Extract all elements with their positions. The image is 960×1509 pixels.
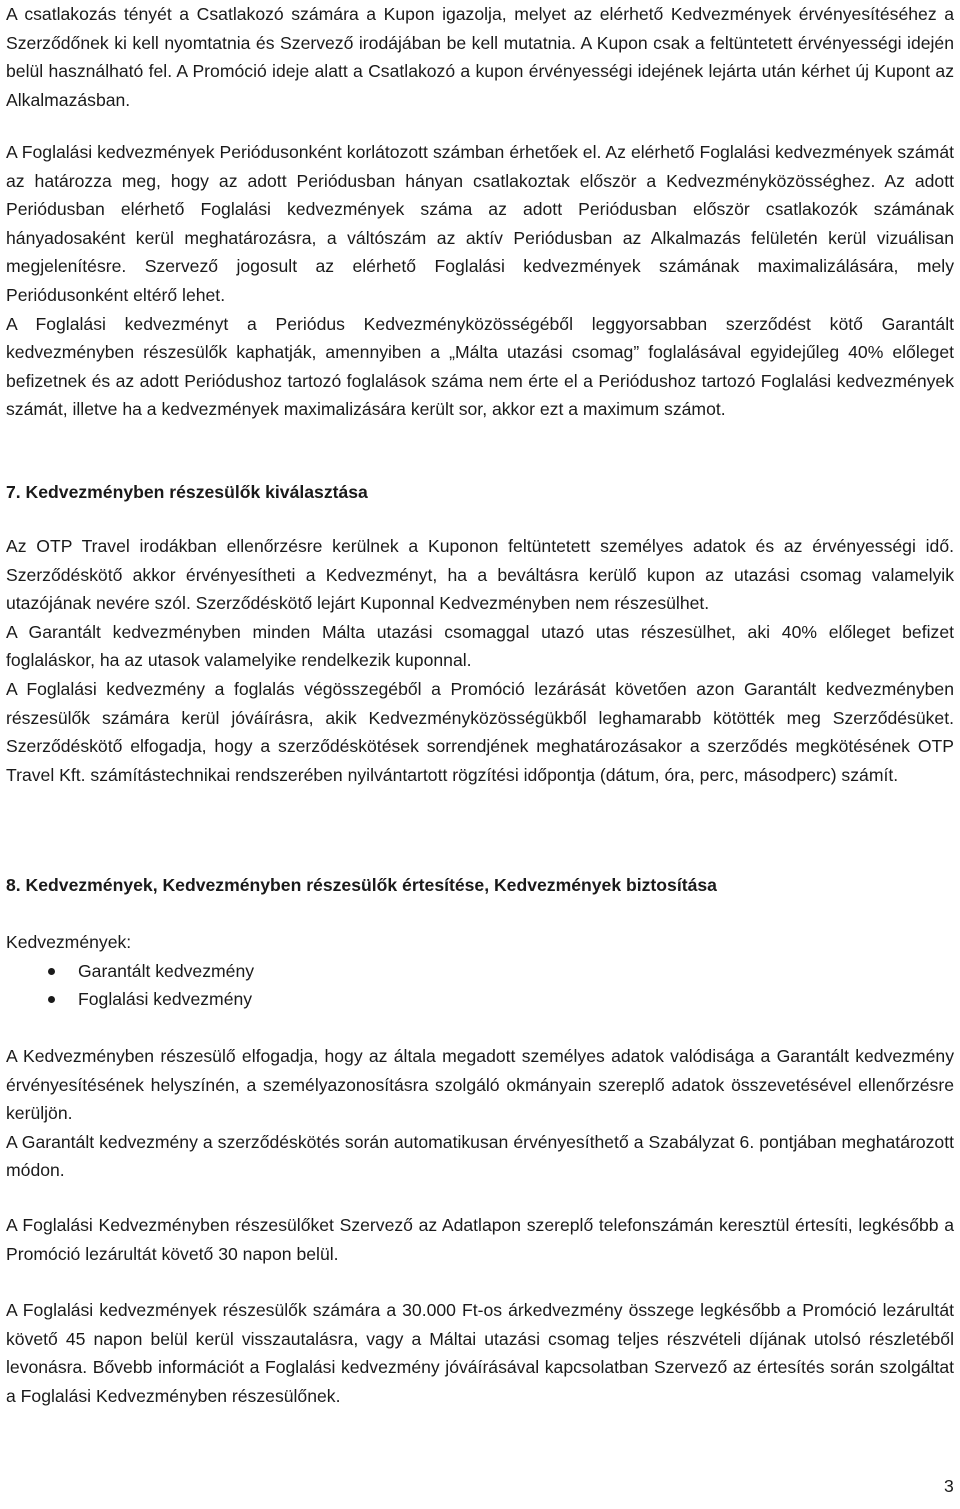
list-title: Kedvezmények: xyxy=(6,932,132,952)
list-item xyxy=(6,985,906,1014)
bullet-icon xyxy=(48,968,55,975)
paragraph-text: A Garantált kedvezményben minden Málta utazási csomaggal utazó utas részesülhet, aki 40% előleget befizet foglaláskor, ha az utasok valamelyike rendelkezik kuponnal. xyxy=(6,621,954,671)
paragraph-text: A Garantált kedvezmény a szerződéskötés során automatikusan érvényesíthető a Szabályzat 6. pontjában meghatározott módon. xyxy=(6,1131,954,1181)
paragraph-refund xyxy=(6,1296,954,1410)
paragraph-booking-discounts xyxy=(6,138,954,424)
bullet-icon xyxy=(48,996,55,1003)
section-8-body xyxy=(6,1042,954,1185)
paragraph-text: A Foglalási kedvezmények részesülők számára a 30.000 Ft-os árkedvezmény összege legkésőbb a Promóció lezárultát követő 45 napon belül kerül visszautalásra, vagy a Máltai utazási csomag teljes részvételi díjának utolsó részletéből levonásra. Bővebb információt a Foglalási kedvezmény jóváírásával kapcsolatban Szervező az értesítés során szolgáltat a Foglalási Kedvezményben részesülőnek. xyxy=(6,1300,954,1406)
section-7-body xyxy=(6,532,954,789)
section-7-heading: 7. Kedvezményben részesülők kiválasztása xyxy=(6,482,368,502)
paragraph-text: A Foglalási Kedvezményben részesülőket Szervező az Adatlapon szereplő telefonszámán keresztül értesíti, legkésőbb a Promóció lezárultát követő 30 napon belül. xyxy=(6,1215,954,1264)
paragraph-text: A Foglalási kedvezményt a Periódus Kedvezményközösségéből leggyorsabban szerződést kötő Garantált kedvezményben részesülők kaphatják, amennyiben a „Málta utazási csomag” foglalásával egyidejűleg 40% előleget befizetnek és az adott Periódushoz tartozó foglalások száma nem érte el a Periódushoz tartozó Foglalási kedvezmények számát, illetve ha a kedvezmények maximalizására került sor, akkor ezt a maximum számot. xyxy=(6,313,954,420)
paragraph-text: A Foglalási kedvezmények Periódusonként korlátozott számban érhetőek el. Az elérhető Foglalási kedvezmények számát az határozza meg, hogy az adott Periódusban hányan csatlakoztak először a Kedvezményközösséghez. Az adott Periódusban elérhető Foglalási kedvezmények száma az adott Periódusban először csatlakozók számának hányadosaként kerül meghatározásra, a váltószám az aktív Periódusban az Alkalmazás felületén kerül vizuálisan megjelenítésre. Szervező jogosult az elérhető Foglalási kedvezmények számának maximalizálására, mely Periódusonként eltérő lehet. xyxy=(6,142,954,305)
list-item-label: Garantált kedvezmény xyxy=(78,960,255,981)
page-number: 3 xyxy=(944,1476,954,1496)
paragraph-text: Az OTP Travel irodákban ellenőrzésre kerülnek a Kuponon feltüntetett személyes adatok és az érvényességi idő. Szerződéskötő akkor érvényesítheti a Kedvezményt, ha a beváltásra kerülő kupon az utazási csomag valamelyik utazójának nevére szól. Szerződéskötő lejárt Kuponnal Kedvezményben nem részesülhet. xyxy=(6,536,954,614)
list-item-label: Foglalási kedvezmény xyxy=(78,989,253,1010)
section-8-heading: 8. Kedvezmények, Kedvezményben részesülők értesítése, Kedvezmények biztosítása xyxy=(6,875,717,895)
paragraph-text: A Kedvezményben részesülő elfogadja, hogy az általa megadott személyes adatok valódisága a Garantált kedvezmény érvényesítésének helyszínén, a személyazonosításra szolgáló okmányain szereplő adatok összevetésével ellenőrzésre kerüljön. xyxy=(6,1046,954,1124)
paragraph-text: A csatlakozás tényét a Csatlakozó számára a Kupon igazolja, melyet az elérhető Kedvezmények érvényesítéséhez a Szerződőnek ki kell nyomtatnia és Szervező irodájában be kell mutatnia. A Kupon csak a feltüntetett érvényességi idején belül használható fel. A Promóció ideje alatt a Csatlakozó a kupon érvényességi idejének lejárta után kérhet új Kupont az Alkalmazásban. xyxy=(6,4,954,110)
paragraph-coupon xyxy=(6,0,954,114)
paragraph-text: A Foglalási kedvezmény a foglalás végösszegéből a Promóció lezárását követően azon Garantált kedvezményben részesülők számára kerül jóváírásra, akik Kedvezményközösségükből leghamarabb kötötték meg Szerződésüket. Szerződéskötő elfogadja, hogy a szerződéskötések sorrendjének meghatározásakor a szerződés megkötésének OTP Travel Kft. számítástechnikai rendszerében nyilvántartott rögzítési időpontja (dátum, óra, perc, másodperc) számít. xyxy=(6,678,954,785)
paragraph-notification xyxy=(6,1211,954,1268)
list-item xyxy=(6,957,906,986)
discounts-list xyxy=(6,928,906,1014)
